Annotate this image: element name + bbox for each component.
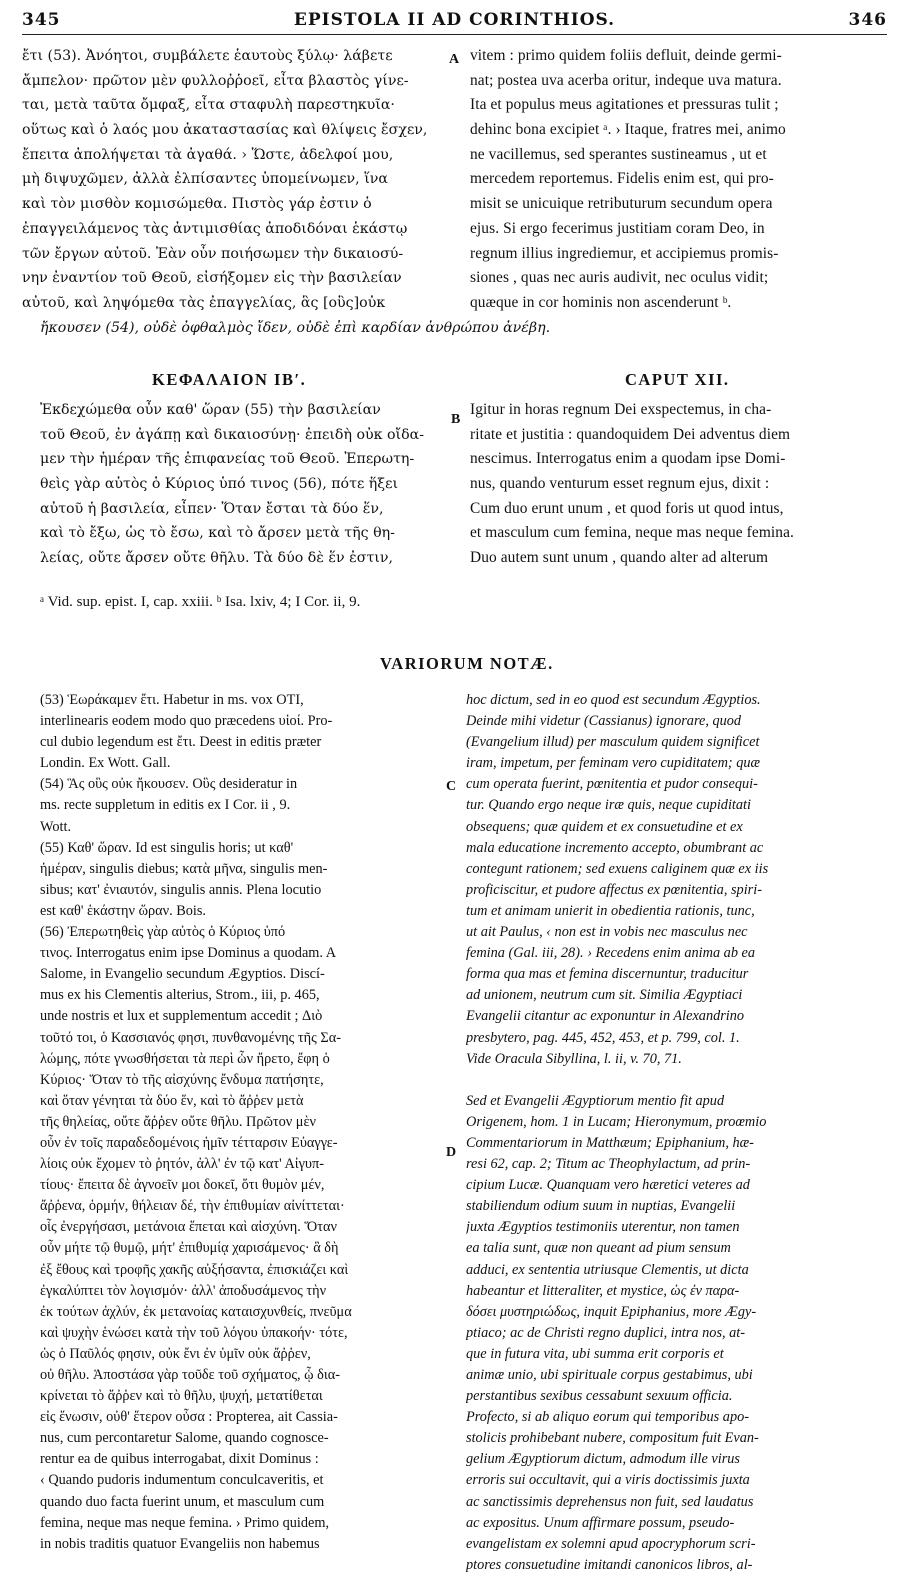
latin-line: ritate et justitia : quandoquidem Dei adventus diem [470,425,791,443]
note-line: iram, impetum, per feminam vero cupiditatem; quæ [466,755,761,772]
note-line: est καθ' ἑκάστην ὥραν. Bois. [40,902,207,919]
note-line: cul dubio legendum est ἔτι. Deest in editis præter [40,734,322,751]
latin-line: nescimus. Interrogatus enim a quodam ipse Domi- [470,450,786,468]
note-line: tum et animam unierit in obedientia rationis, tunc, [466,902,755,919]
note-line: rentur ea de quibus interrogabat, dixit Dominus : [40,1451,319,1468]
latin-line: misit se unicuique retributurum secundum opera [470,195,773,213]
greek-text-column [22,44,447,316]
note-line: οὐ θῆλυ. Ἀποστάσα γὰρ τοῦδε τοῦ σχήματος, ᾧ δια- [40,1367,340,1383]
note-line: perstantibus sexibus cessabunt sexuum officia. [466,1388,733,1405]
note-line: adduci, ex sententia utriusque Clementis, ut dicta [466,1261,749,1278]
greek-chapter-text [40,398,450,571]
greek-line: ἔτι (53). Ἀνόητοι, συμβάλετε ἑαυτοὺς ξύλῳ· λάβετε [22,48,393,64]
latin-line: ne vacillemus, sed sperantes sustineamus , ut et [470,145,767,163]
greek-line: ἔπειτα ἀπολήψεται τὰ ἀγαθά. › Ὥστε, ἀδελφοί μου, [22,146,394,163]
note-line: ms. recte suppletum in editis ex I Cor. ii , 9. [40,797,291,814]
note-line: in nobis traditis quatuor Evangeliis non habemus [40,1535,320,1552]
greek-line: αὐτοῦ, καὶ ληψόμεθα τὰς ἐπαγγελίας, ἃς [οὓς]οὐκ [22,294,386,311]
latin-line: et masculum cum femina, neque mas neque femina. [470,524,794,542]
note-line: femina (Gal. iii, 28). › Recedens enim anima ab ea [466,945,756,962]
note-line: proficiscitur, et pudore affectus ex pœnitentia, spiri- [466,881,762,898]
note-line: unde nostris et lux et supplementum accedit ; Διὸ [40,1008,323,1025]
greek-line: τῶν ἔργων αὐτοῦ. Ἐὰν οὖν ποιήσωμεν τὴν δικαιοσύ- [22,245,404,262]
note-line: habeantur et litteraliter, et mystice, ὡς ἐν παρα- [466,1282,740,1299]
latin-line: Cum duo erunt unum , et quod foris ut quod intus, [470,499,784,517]
note-line: ptiaco; ac de Christi regno duplici, intra nos, at- [466,1324,746,1341]
note-line: nus, cum percontaretur Salome, quando cognosce- [40,1430,329,1447]
notes-left-column [40,690,445,1555]
note-line: δόσει μυστηριώδως, inquit Epiphanius, more Ægy- [466,1303,757,1320]
note-line: ὡς ὁ Παῦλός φησιν, οὐκ ἔνι ἐν ὑμῖν οὐκ ἄῤῥεν, [40,1345,311,1362]
latin-line: Ita et populus meus agitationes et pressuras tulit ; [470,96,779,114]
note-line: (53) Ἑωράκαμεν ἔτι. Habetur in ms. vox OTI, [40,692,304,708]
note-line: τῆς θηλείας, οὔτε ἄῤῥεν οὔτε θῆλυ. Πρῶτον μὲν [40,1113,316,1130]
page-number-right: 346 [848,10,887,30]
notes-right-column [466,690,891,1576]
margin-letter-b: B [451,412,461,427]
note-line: femina, neque mas neque femina. › Primo quidem, [40,1514,330,1531]
greek-line: τοῦ Θεοῦ, ἐν ἀγάπῃ καὶ δικαιοσύνῃ· ἐπειδὴ οὐκ οἴδα- [40,426,425,443]
note-line: ἐκ τούτων ἀχλύν, ἐκ μετανοίας καταισχυνθείς, πνεῦμα [40,1303,352,1320]
note-line: juxta Ægyptios testimoniis uterentur, non tamen [466,1219,740,1236]
note-line: οὖν μήτε τῷ θυμῷ, μήτ' ἐπιθυμίᾳ χαρισάμενος· ἃ δὴ [40,1240,339,1257]
margin-letter-d: D [446,1145,457,1160]
note-line: κρίνεται τὸ ἄῤῥεν καὶ τὸ θῆλυ, ψυχή, μετατίθεται [40,1388,323,1405]
latin-line: dehinc bona excipiet ᵃ. › Itaque, fratres mei, animo [470,121,786,139]
note-line: Κύριος· Ὅταν τὸ τῆς αἰσχύνης ἔνδυμα πατήσητε, [40,1071,324,1088]
greek-line: μεν τὴν ἡμέραν τῆς ἐπιφανείας τοῦ Θεοῦ. Ἐπερωτη- [40,451,415,468]
note-line: Vide Oracula Sibyllina, l. ii, v. 70, 71. [466,1050,682,1067]
greek-line: μὴ διψυχῶμεν, ἀλλὰ ἐλπίσαντες ὑπομείνωμεν, ἵνα [22,171,388,188]
note-line: ea talia sunt, quæ non queant ad pium sensum [466,1240,731,1257]
note-line: Origenem, hom. 1 in Lucam; Hieronymum, proœmio [466,1113,767,1130]
note-line: tur. Quando ergo neque iræ quis, neque cupiditati [466,797,751,814]
notes-heading: VARIORUM NOTÆ. [380,654,554,673]
margin-letter-c: C [446,779,457,794]
note-line: (56) Ἐπερωτηθεὶς γὰρ αὐτὸς ὁ Κύριος ὑπό [40,924,286,941]
greek-full-width-line [40,316,890,341]
latin-line: quæque in cor hominis non ascenderunt ᵇ. [470,293,732,311]
note-line: obsequens; quæ quidem et ex consuetudine et ex [466,818,743,835]
note-line: presbytero, pag. 445, 452, 453, et p. 799, col. 1. [466,1029,740,1046]
note-line: λώμης, πότε γνωσθήσεται τὰ περὶ ὧν ἤρετο, ἔφη ὁ [40,1050,330,1067]
greek-line: ἄμπελον· πρῶτον μὲν φυλλοῤῥοεῖ, εἶτα βλαστὸς γίνε- [22,72,409,89]
greek-line: ἤκουσεν (54), οὐδὲ ὀφθαλμὸς ἴδεν, οὐδὲ ἐπὶ καρδίαν ἀνθρώπου ἀνέβη. [40,320,551,336]
note-line: ac sanctissimis deprehensus non fuit, sed laudatus [466,1493,754,1510]
footnotes: ᵃ Vid. sup. epist. I, cap. xxiii. ᵇ Isa. lxiv, 4; I Cor. ii, 9. [40,594,361,610]
latin-line: mercedem reportemus. Fidelis enim est, qui pro- [470,170,774,188]
note-line: ‹ Quando pudoris indumentum conculcaveritis, et [40,1472,324,1489]
note-line: animæ unio, ubi spirituale corpus gestabimus, ubi [466,1367,753,1383]
note-line: ἡμέραν, singulis diebus; κατὰ μῆνα, singulis men- [40,860,328,877]
note-line: τίους· ἔπειτα δὲ ἀγνοεῖν μοι δοκεῖ, ὅτι θυμὸν μέν, [40,1177,325,1194]
note-line: hoc dictum, sed in eo quod est secundum Ægyptios. [466,692,761,708]
latin-line: siones , quas nec auris audivit, nec oculus vidit; [470,269,769,287]
latin-line: ejus. Si ergo fecerimus justitiam coram Deo, in [470,219,765,237]
note-line: stabiliendum odium suum in nuptias, Evangelii [466,1198,736,1215]
note-line: stolicis prohibebant nubere, compositum fuit Evan- [466,1430,759,1447]
note-line: gelium Ægyptiorum dictum, admodum ille virus [466,1451,741,1468]
note-line: sibus; κατ' ἐνιαυτόν, singulis annis. Plena locutio [40,881,322,898]
note-line: erroris sui occultavit, qui a viris doctissimis juxta [466,1472,750,1489]
greek-chapter-heading: ΚΕΦΑΛΑΙΟΝ ΙΒʹ. [152,370,307,389]
note-line: ἐγκαλύπτει τὸν λογισμόν· ἀλλ' ἀποδυσάμενος τὴν [40,1282,327,1299]
note-line: ac expositus. Unum affirmare possum, pseudo- [466,1514,735,1531]
greek-line: ται, μετὰ ταῦτα ὄμφαξ, εἶτα σταφυλὴ παρεστηκυῖα· [22,97,395,114]
note-line: καὶ ψυχὴν ἑνώσει κατὰ τὴν τοῦ λόγου ὑπακοήν· τότε, [40,1324,348,1341]
latin-line: Duo autem sunt unum , quando alter ad alterum [470,549,769,567]
note-line [466,1070,891,1091]
note-line: (55) Καθ' ὥραν. Id est singulis horis; ut καθ' [40,839,294,856]
running-header [22,10,887,34]
note-line: cum operata fuerint, pœnitentia et pudor consequi- [466,776,758,793]
note-line: Deinde mihi videtur (Cassianus) ignorare, quod [466,713,742,730]
note-line: οἷς ἐνεργήσασι, μετάνοια ἕπεται καὶ αἰσχύνη. Ὅταν [40,1219,337,1236]
note-line: Londin. Ex Wott. Gall. [40,755,171,772]
latin-chapter-heading: CAPUT XII. [625,370,730,389]
margin-letter-a: A [449,52,460,67]
note-line: interlinearis eodem modo quo præcedens υἱοί. Pro- [40,713,333,730]
running-title: EPISTOLA II AD CORINTHIOS. [293,10,616,30]
note-line: que in futura vita, ubi summa erit corporis et [466,1345,724,1362]
note-line: evangelistam ex solemni apud apocryphorum scri- [466,1535,756,1552]
latin-line: nat; postea uva acerba oritur, indeque uva matura. [470,71,782,89]
note-line: ἄῤῥενα, ὁρμήν, θήλειαν δέ, τὴν ἐπιθυμίαν αἰνίττεται· [40,1198,345,1215]
note-line: Commentariorum in Matthæum; Epiphanium, hæ- [466,1134,754,1151]
note-line: λίοις οὐκ ἔχομεν τὸ ῥητόν, ἀλλ' ἐν τῷ κατ' Αἰγυπ- [40,1156,324,1173]
note-line: Salome, in Evangelio secundum Ægyptios. Discí- [40,966,325,983]
greek-line: αὐτοῦ ἡ βασιλεία, εἶπεν· Ὅταν ἔσται τὰ δύο ἕν, [40,500,384,517]
note-line: Profecto, si ab aliquo eorum qui temporibus apo- [466,1409,750,1426]
note-line: καὶ ὅταν γένηται τὰ δύο ἕν, καὶ τὸ ἄῤῥεν μετὰ [40,1092,304,1109]
note-line: Sed et Evangelii Ægyptiorum mentio fit apud [466,1092,725,1109]
note-line: ad unionem, neutrum cum sit. Similia Ægyptiaci [466,987,743,1004]
note-line: Evangelii citantur ac exponuntur in Alexandrino [466,1008,745,1025]
note-line: ἐξ ἔθους καὶ τροφῆς χακῆς αὐξήσαντα, ἐπισκιάζει καὶ [40,1261,349,1278]
greek-line: ἐπαγγειλάμενος τὰς ἀντιμισθίας ἀποδιδόναι ἑκάστῳ [22,220,408,237]
header-rule [22,34,887,35]
page-number-left: 345 [22,10,61,30]
note-line: mus ex his Clementis alterius, Strom., iii, p. 465, [40,987,320,1004]
note-line: contegunt rationem; sed exuens caliginem quæ ex iis [466,860,769,877]
note-line: (Evangelium illud) per masculum quidem significet [466,734,760,751]
note-line: ut ait Paulus, ‹ non est in vobis nec masculus nec [466,924,748,941]
latin-line: Igitur in horas regnum Dei exspectemus, in cha- [470,401,772,418]
latin-line: vitem : primo quidem foliis defluit, deinde germi- [470,47,782,64]
latin-chapter-text [470,398,890,571]
greek-line: Ἐκδεχώμεθα οὖν καθ' ὥραν (55) τὴν βασιλείαν [40,402,381,418]
note-line: τινος. Interrogatus enim ipse Dominus a quodam. A [40,945,337,962]
note-line: mala educatione incremento accepto, obumbrant ac [466,839,764,856]
greek-line: θεὶς γὰρ αὐτὸς ὁ Κύριος ὑπό τινος (56), πότε ἥξει [40,476,399,493]
note-line: εἰς ἕνωσιν, οὐθ' ἕτερον οὖσα : Propterea, ait Cassia- [40,1409,338,1426]
latin-text-column [470,44,890,316]
note-line: cipium Lucæ. Quanquam vero hæretici veteres ad [466,1177,750,1194]
latin-line: regnum illius ingrediemur, et accipiemus promis- [470,244,779,262]
greek-line: καὶ τὸ ἔξω, ὡς τὸ ἔσω, καὶ τὸ ἄρσεν μετὰ τῆς θη- [40,525,395,542]
greek-line: νην ἐναντίον τοῦ Θεοῦ, εἰσήξομεν εἰς τὴν βασιλείαν [22,270,402,287]
greek-line: λείας, οὔτε ἄρσεν οὔτε θῆλυ. Τὰ δύο δὲ ἕν ἐστιν, [40,550,393,567]
latin-line: nus, quando venturum esset regnum ejus, dixit : [470,475,770,493]
greek-line: οὕτως καὶ ὁ λαός μου ἀκαταστασίας καὶ θλίψεις ἔσχεν, [22,122,428,139]
note-line: οὖν ἐν τοῖς παραδεδομένοις ἡμῖν τέτταρσιν Εὐαγγε- [40,1134,338,1151]
note-line: forma qua mas et femina discernuntur, traducitur [466,966,749,983]
note-line: ptores consuetudine imitandi canonicos libros, al- [466,1556,753,1573]
note-line: quando duo facta fuerint unum, et masculum cum [40,1493,325,1510]
greek-line: καὶ τὸν μισθὸν κομισώμεθα. Πιστὸς γάρ ἐστιν ὁ [22,196,372,213]
note-line: (54) Ἃς οὓς οὐκ ἤκουσεν. Οὓς desideratur in [40,776,298,793]
note-line: τοῦτό τοι, ὁ Κασσιανός φησι, πυνθανομένης τῆς Σα- [40,1029,341,1046]
note-line: resi 62, cap. 2; Titum ac Theophylactum, ad prin- [466,1156,751,1173]
note-line: Wott. [40,818,72,835]
